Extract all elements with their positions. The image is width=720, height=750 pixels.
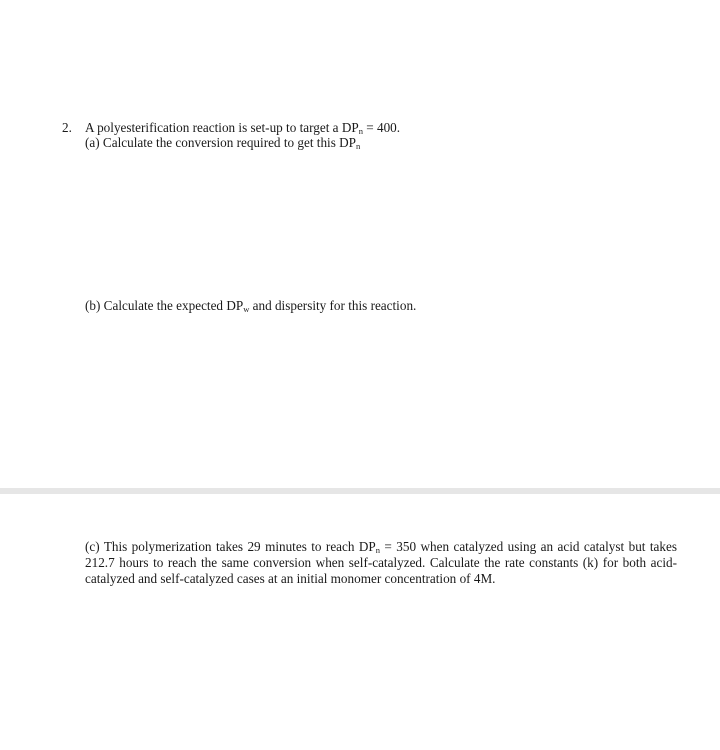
- part-c-text: (c) This polymerization takes 29 minutes to reach $DP_n = 350$ when catalyzed using an acid catalyst but takes 212.7 hours to reach the same conversion when self-catalyzed. Calculate the rate constants (k) for both acid-catalyzed and self-catalyzed cases at an initial monomer concentration of 4M.: [85, 539, 677, 586]
- question-2: [62, 120, 682, 136]
- document-page-2: [0, 494, 720, 750]
- question-stem: [62, 120, 682, 136]
- question-stem-text: A polyesterification reaction is set-up to target a $DP_n = 400$.: [85, 120, 401, 136]
- part-a-text: (a) Calculate the conversion required to get this $DP_n$: [85, 135, 361, 151]
- part-b-text: (b) Calculate the expected $DP_w$ and dispersity for this reaction.: [85, 298, 417, 314]
- question-number: 2.: [62, 120, 72, 135]
